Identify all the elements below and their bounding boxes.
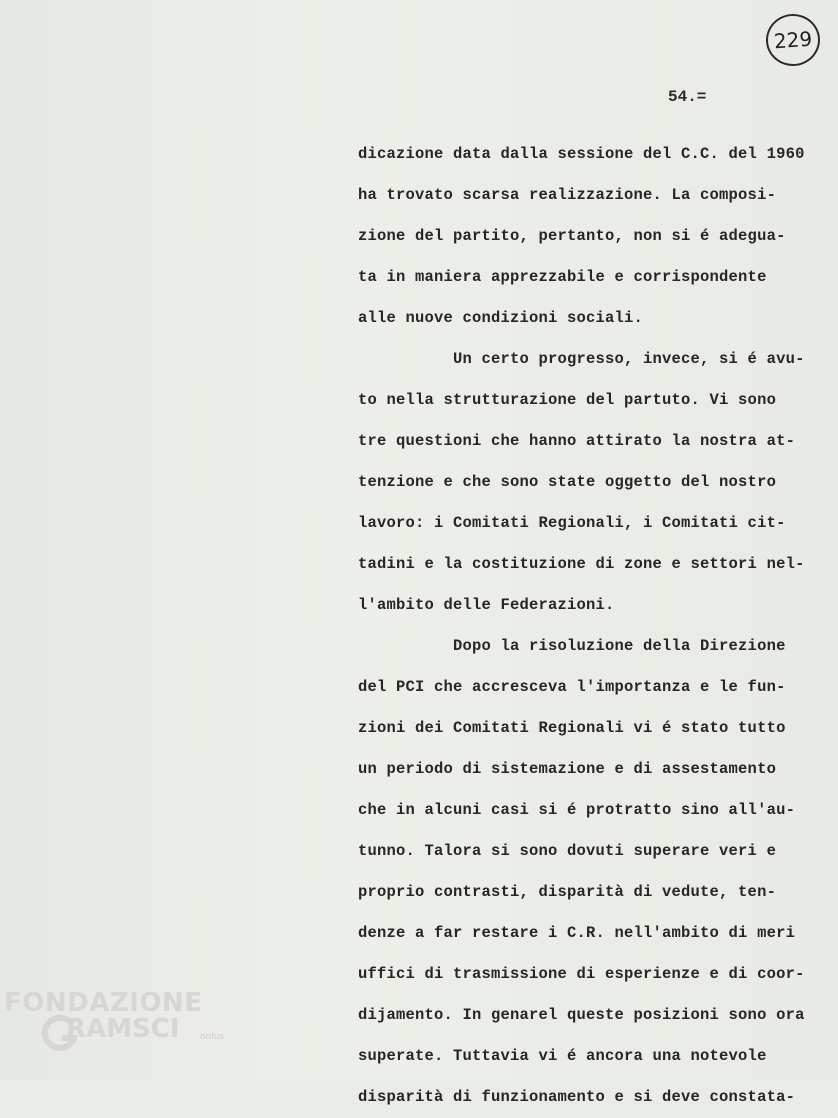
text-line: disparità di funzionamento e si deve constata-	[358, 1088, 796, 1106]
text-line: uffici di trasmissione di esperienze e di coor-	[358, 965, 805, 983]
text-line: tadini e la costituzione di zone e settori nel-	[358, 555, 805, 573]
gramsci-g-logo-icon	[40, 1014, 80, 1054]
text-line: che in alcuni casi si é protratto sino all'au-	[358, 801, 796, 819]
text-line: tenzione e che sono state oggetto del nostro	[358, 473, 777, 491]
text-line: un periodo di sistemazione e di assestamento	[358, 760, 777, 778]
watermark-line2: RAMSCI	[66, 1014, 180, 1044]
text-line: alle nuove condizioni sociali.	[358, 309, 644, 327]
text-line: to nella strutturazione del partuto. Vi sono	[358, 391, 777, 409]
watermark-line1: FONDAZIONE	[4, 988, 203, 1018]
text-line: zione del partito, pertanto, non si é adegua-	[358, 227, 786, 245]
text-line: tre questioni che hanno attirato la nostra at-	[358, 432, 796, 450]
text-line: ta in maniera apprezzabile e corrispondente	[358, 268, 767, 286]
text-line: dijamento. In genarel queste posizioni sono ora	[358, 1006, 805, 1024]
text-line: l'ambito delle Federazioni.	[358, 596, 615, 614]
text-line: del PCI che accresceva l'importanza e le fun-	[358, 678, 786, 696]
text-line: superate. Tuttavia vi é ancora una notevole	[358, 1047, 767, 1065]
typewritten-text	[358, 134, 828, 1118]
watermark-onlus: onlus	[200, 1032, 225, 1042]
text-line: ha trovato scarsa realizzazione. La composi-	[358, 186, 777, 204]
archive-stamp	[764, 12, 821, 68]
text-line: lavoro: i Comitati Regionali, i Comitati cit-	[358, 514, 786, 532]
archive-stamp-number: 229	[773, 26, 813, 54]
text-line: zioni dei Comitati Regionali vi é stato tutto	[358, 719, 786, 737]
text-line: dicazione data dalla sessione del C.C. del 1960	[358, 145, 805, 163]
page-number: 54.=	[668, 88, 707, 106]
text-line: tunno. Talora si sono dovuti superare veri e	[358, 842, 777, 860]
text-line: proprio contrasti, disparità di vedute, ten-	[358, 883, 777, 901]
text-line: Dopo la risoluzione della Direzione	[358, 637, 786, 655]
fondazione-gramsci-watermark	[4, 988, 224, 1068]
text-line: denze a far restare i C.R. nell'ambito di meri	[358, 924, 796, 942]
text-line: Un certo progresso, invece, si é avu-	[358, 350, 805, 368]
